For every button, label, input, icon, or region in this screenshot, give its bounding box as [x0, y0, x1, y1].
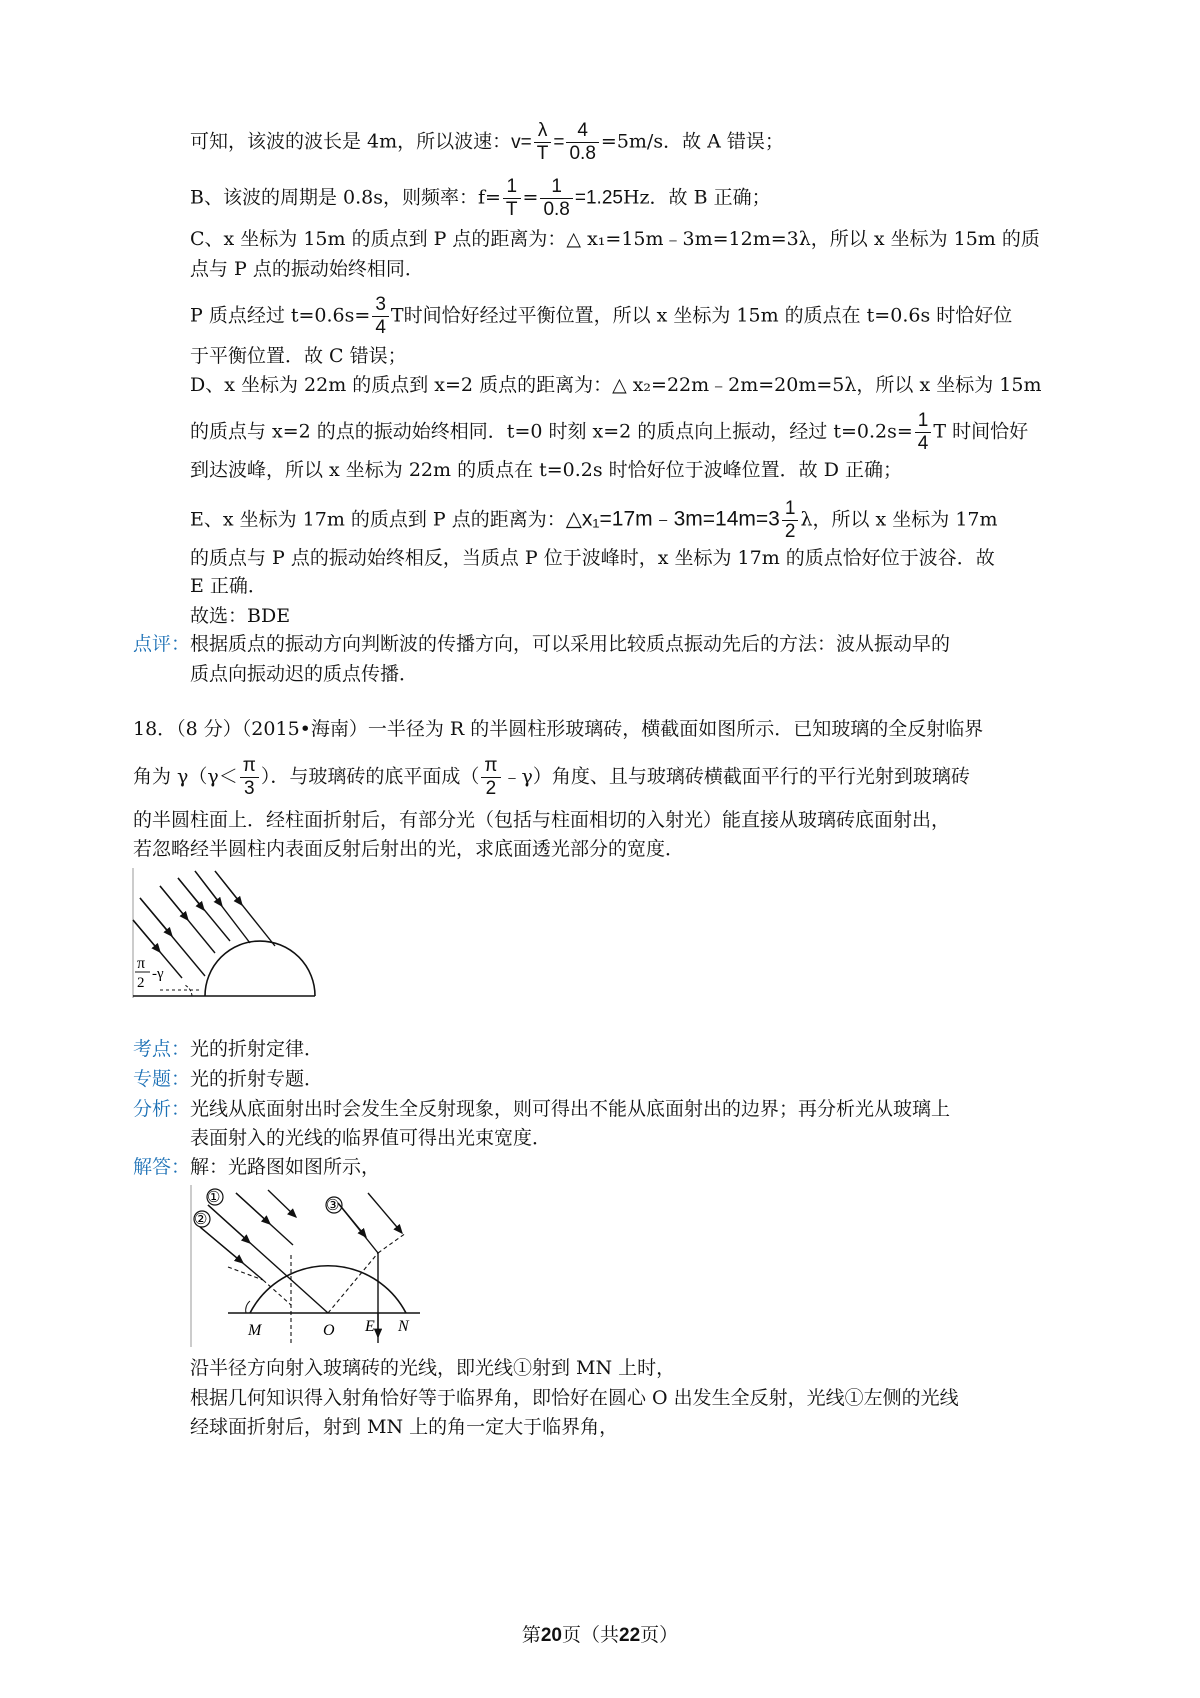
fenxi-line1: 光线从底面射出时会发生全反射现象，则可得出不能从底面射出的边界；再分析光从玻璃上: [190, 1098, 951, 1120]
figure-glass-semicircle: [130, 868, 320, 1003]
total-pages: 22: [619, 1625, 641, 1646]
comment-line2: 质点向振动迟的质点传播．: [190, 663, 419, 685]
line-choice: 故选：BDE: [190, 605, 291, 627]
comment-tag: 点评：: [133, 633, 191, 655]
angle-denominator: 2: [137, 975, 145, 991]
line-p1: P 质点经过 t=0.6s= $\frac{3}{4}$ T时间恰好经过平衡位置，所以 x 坐标为 15m 的质点在 t=0.6s 时恰好位: [190, 294, 1013, 338]
incident-rays: [133, 871, 275, 978]
kaodian: 光的折射定律．: [190, 1038, 324, 1060]
solution-line2: 根据几何知识得入射角恰好等于临界角，即恰好在圆心 O 出发生全反射，光线①左侧的光线: [190, 1387, 959, 1409]
svg-text:②: ②: [194, 1212, 208, 1228]
zhuanti: 光的折射专题．: [190, 1068, 324, 1090]
solution-line1: 沿半径方向射入玻璃砖的光线，即光线①射到 MN 上时，: [190, 1357, 676, 1379]
label-O: O: [323, 1322, 335, 1339]
line-e2: 的质点与 P 点的振动始终相反，当质点 P 位于波峰时，x 坐标为 17m 的质点恰好位于波谷．故: [190, 547, 995, 569]
svg-text:①: ①: [207, 1190, 221, 1206]
line-e1: E、x 坐标为 17m 的质点到 P 点的距离为：△x₁=17m﹣3m=14m=3 $\frac{1}{2}$ λ，所以 x 坐标为 17m: [190, 498, 998, 542]
line-p2: 于平衡位置．故 C 错误；: [190, 345, 407, 367]
fenxi-line2: 表面射入的光线的临界值可得出光束宽度．: [190, 1127, 552, 1149]
question-line3: 的半圆柱面上．经柱面折射后，有部分光（包括与柱面相切的入射光）能直接从玻璃砖底面射出，: [133, 809, 951, 831]
glass-semicircle: [205, 941, 315, 996]
label-M: M: [248, 1322, 262, 1339]
velocity-formula: v= $\frac{\lambda}{T}$ = $\frac{4}{0.8}$: [511, 132, 601, 153]
question-line4: 若忽略经半圆柱内表面反射后射出的光，求底面透光部分的宽度．: [133, 838, 685, 860]
label-N: N: [398, 1318, 409, 1335]
fenxi-tag: 分析：: [133, 1098, 191, 1120]
question-line2: 角为 γ（γ＜ $\frac{\pi}{3}$ ）．与玻璃砖的底平面成（ $\frac{\pi}{2}$ ﹣γ）角度、且与玻璃砖横截面平行的平行光射到玻璃砖: [133, 755, 970, 799]
line-d3: 到达波峰，所以 x 坐标为 22m 的质点在 t=0.2s 时恰好位于波峰位置．故 D 正确；: [190, 459, 902, 481]
question-line1: 18．（8 分）（2015•海南）一半径为 R 的半圆柱形玻璃砖，横截面如图所示．已知玻璃的全反射临界: [133, 718, 984, 740]
figure-light-path: [188, 1185, 423, 1350]
kaodian-tag: 考点：: [133, 1038, 191, 1060]
angle-numerator: π: [137, 955, 146, 972]
page-number: 20: [540, 1625, 562, 1646]
solution-line3: 经球面折射后，射到 MN 上的角一定大于临界角，: [190, 1416, 619, 1438]
label-E: E: [365, 1318, 375, 1335]
zhuanti-tag: 专题：: [133, 1068, 191, 1090]
line-d2: 的质点与 x=2 的点的振动始终相同．t=0 时刻 x=2 的质点向上振动，经过 t=0.2s= $\frac{1}{4}$ T 时间恰好: [190, 410, 1029, 454]
page-footer: 第20页（共22页）: [521, 1624, 679, 1646]
svg-text:③: ③: [326, 1198, 340, 1214]
line-d1: D、x 坐标为 22m 的质点到 x=2 质点的距离为：△ x₂=22m﹣2m=20m=5λ，所以 x 坐标为 15m: [190, 374, 1042, 396]
angle-arc: [246, 1301, 250, 1313]
line-a: 可知，该波的波长是 4m，所以波速：v= $\frac{\lambda}{T}$ = $\frac{4}{0.8}$ =5m/s．故 A 错误；: [190, 120, 784, 164]
line-c2: 点与 P 点的振动始终相同．: [190, 258, 424, 280]
glass-semicircle: [250, 1266, 406, 1313]
angle-suffix: -γ: [152, 966, 164, 982]
line-c1: C、x 坐标为 15m 的质点到 P 点的距离为：△ x₁=15m﹣3m=12m=3λ，所以 x 坐标为 15m 的质: [190, 228, 1040, 250]
comment-line1: 根据质点的振动方向判断波的传播方向，可以采用比较质点振动先后的方法：波从振动早的: [190, 633, 951, 655]
jieda-tag: 解答：: [133, 1156, 191, 1178]
line-b: B、该波的周期是 0.8s，则频率：f= $\frac{1}{T}$ = $\frac{1}{0.8}$ =1.25Hz．故 B 正确；: [190, 176, 771, 220]
jieda: 解：光路图如图所示，: [190, 1156, 381, 1178]
line-e3: E 正确．: [190, 575, 267, 597]
